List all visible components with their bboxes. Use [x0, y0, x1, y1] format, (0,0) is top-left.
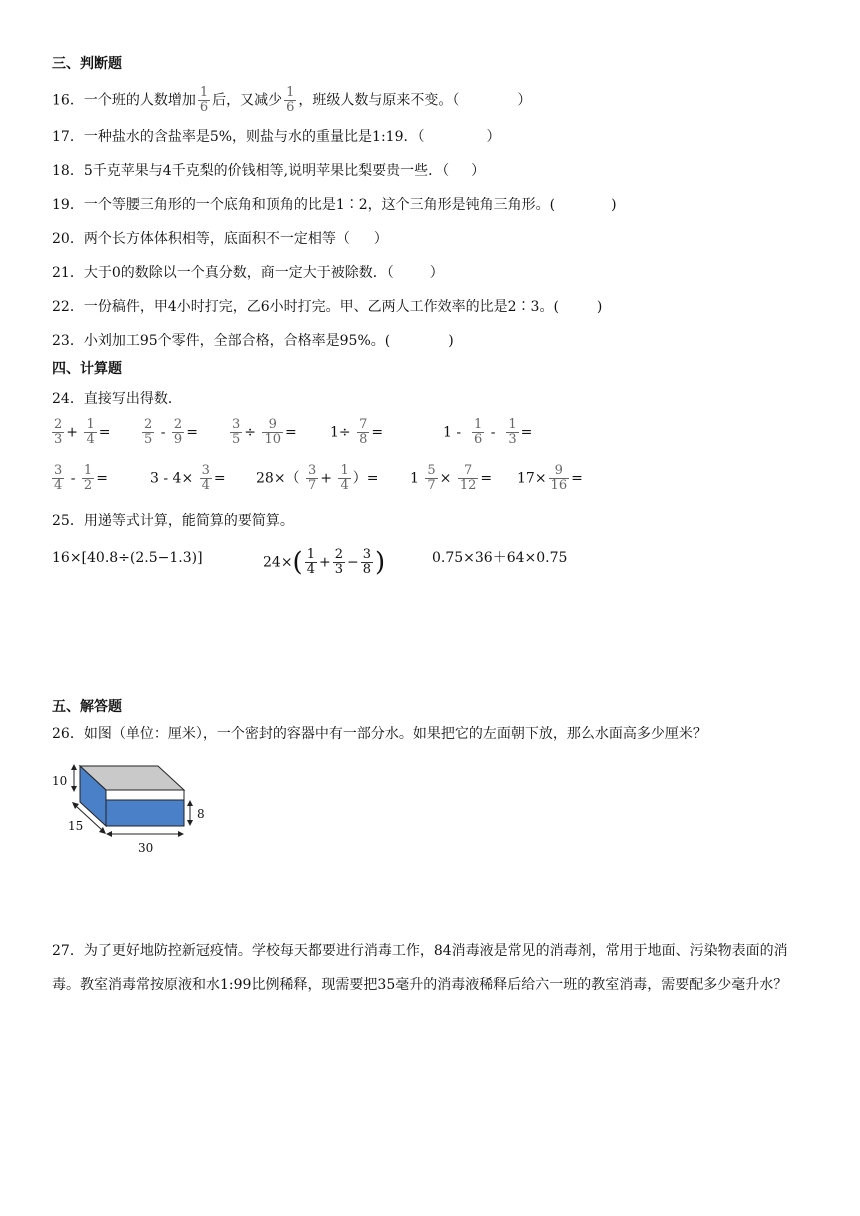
section-heading-judge: 三、判断题 [52, 56, 122, 72]
section-heading-solve: 五、解答题 [52, 699, 122, 715]
dim-length-label: 30 [138, 841, 154, 855]
calc-expression-3: $\frac{3}{5}$ ÷ $\frac{9}{10}$ = [232, 417, 297, 447]
question-number: 16． [52, 92, 84, 109]
question-26: 26．如图（单位：厘米），一个密封的容器中有一部分水。如果把它的左面朝下放，那么水面高多少厘米？ [52, 726, 707, 742]
question-25: 25．用递等式计算，能简算的要简算。 [52, 513, 294, 529]
step-calc-3: 0.75×36＋64×0.75 [432, 550, 568, 566]
question-27: 27．为了更好地防控新冠疫情。学校每天都要进行消毒工作，84消毒液是常见的消毒剂，常用于地面、污染物表面的消毒。教室消毒常按原液和水1:99比例稀释，现需要把35毫升的消毒液稀释后给六一班的教室消毒，需要配多少毫升水？ [52, 943, 788, 993]
step-calc-1: 16×[40.8÷(2.5−1.3)] [52, 550, 203, 566]
question-18: 18．5千克苹果与4千克梨的价钱相等,说明苹果比梨要贵一些．（ ） [52, 163, 486, 179]
question-19: 19．一个等腰三角形的一个底角和顶角的比是1∶2，这个三角形是钝角三角形。( ) [52, 197, 617, 213]
question-23: 23．小刘加工95个零件，全部合格，合格率是95%。( ) [52, 333, 454, 349]
container-figure [48, 758, 218, 858]
question-20: 20．两个长方体体积相等，底面积不一定相等（ ） [52, 231, 388, 247]
water-front-face [106, 800, 184, 826]
question-21: 21．大于0的数除以一个真分数，商一定大于被除数．（ ） [52, 265, 444, 281]
calc-expression-8: 28×（ $\frac{3}{7}$ + $\frac{1}{4}$ ）= [256, 463, 379, 493]
dim-height-label: 10 [52, 774, 68, 788]
calc-expression-7: 3 - 4× $\frac{3}{4}$ = [150, 463, 226, 493]
calc-expression-4: 1÷ $\frac{7}{8}$ = [330, 417, 384, 447]
fraction: $\frac{1}{6}$ [286, 85, 295, 115]
calc-expression-5: 1 - $\frac{1}{6}$ - $\frac{1}{3}$ = [443, 417, 533, 447]
dim-width-label: 15 [68, 819, 84, 833]
calc-expression-1: $\frac{2}{3}$ + $\frac{1}{4}$ = [54, 417, 111, 447]
calc-expression-2: $\frac{2}{5}$ - $\frac{2}{9}$ = [144, 417, 198, 447]
question-22: 22．一份稿件，甲4小时打完，乙6小时打完。甲、乙两人工作效率的比是2∶3。( ) [52, 299, 603, 315]
calc-expression-10: 17× $\frac{9}{16}$ = [517, 463, 583, 493]
question-16: 16．一个班的人数增加 $\frac{1}{6}$ 后，又减少 $\frac{1}{6}$ ，班级人数与原来不变。（ ） [52, 85, 532, 115]
section-heading-calc: 四、计算题 [52, 361, 122, 377]
dim-water-label: 8 [197, 807, 205, 821]
calc-expression-6: $\frac{3}{4}$ - $\frac{1}{2}$ = [54, 463, 108, 493]
question-24: 24．直接写出得数． [52, 391, 182, 407]
calc-expression-9: 1 $\frac{5}{7}$ × $\frac{7}{12}$ = [410, 463, 493, 493]
question-17: 17．一种盐水的含盐率是5%，则盐与水的重量比是1:19．（ ） [52, 129, 501, 145]
fraction: $\frac{1}{6}$ [199, 85, 209, 115]
step-calc-2: 24×( $\frac{1}{4}$ + $\frac{2}{3}$ − $\frac{3}{8}$ ) [263, 547, 386, 578]
container-front-upper [106, 790, 184, 800]
